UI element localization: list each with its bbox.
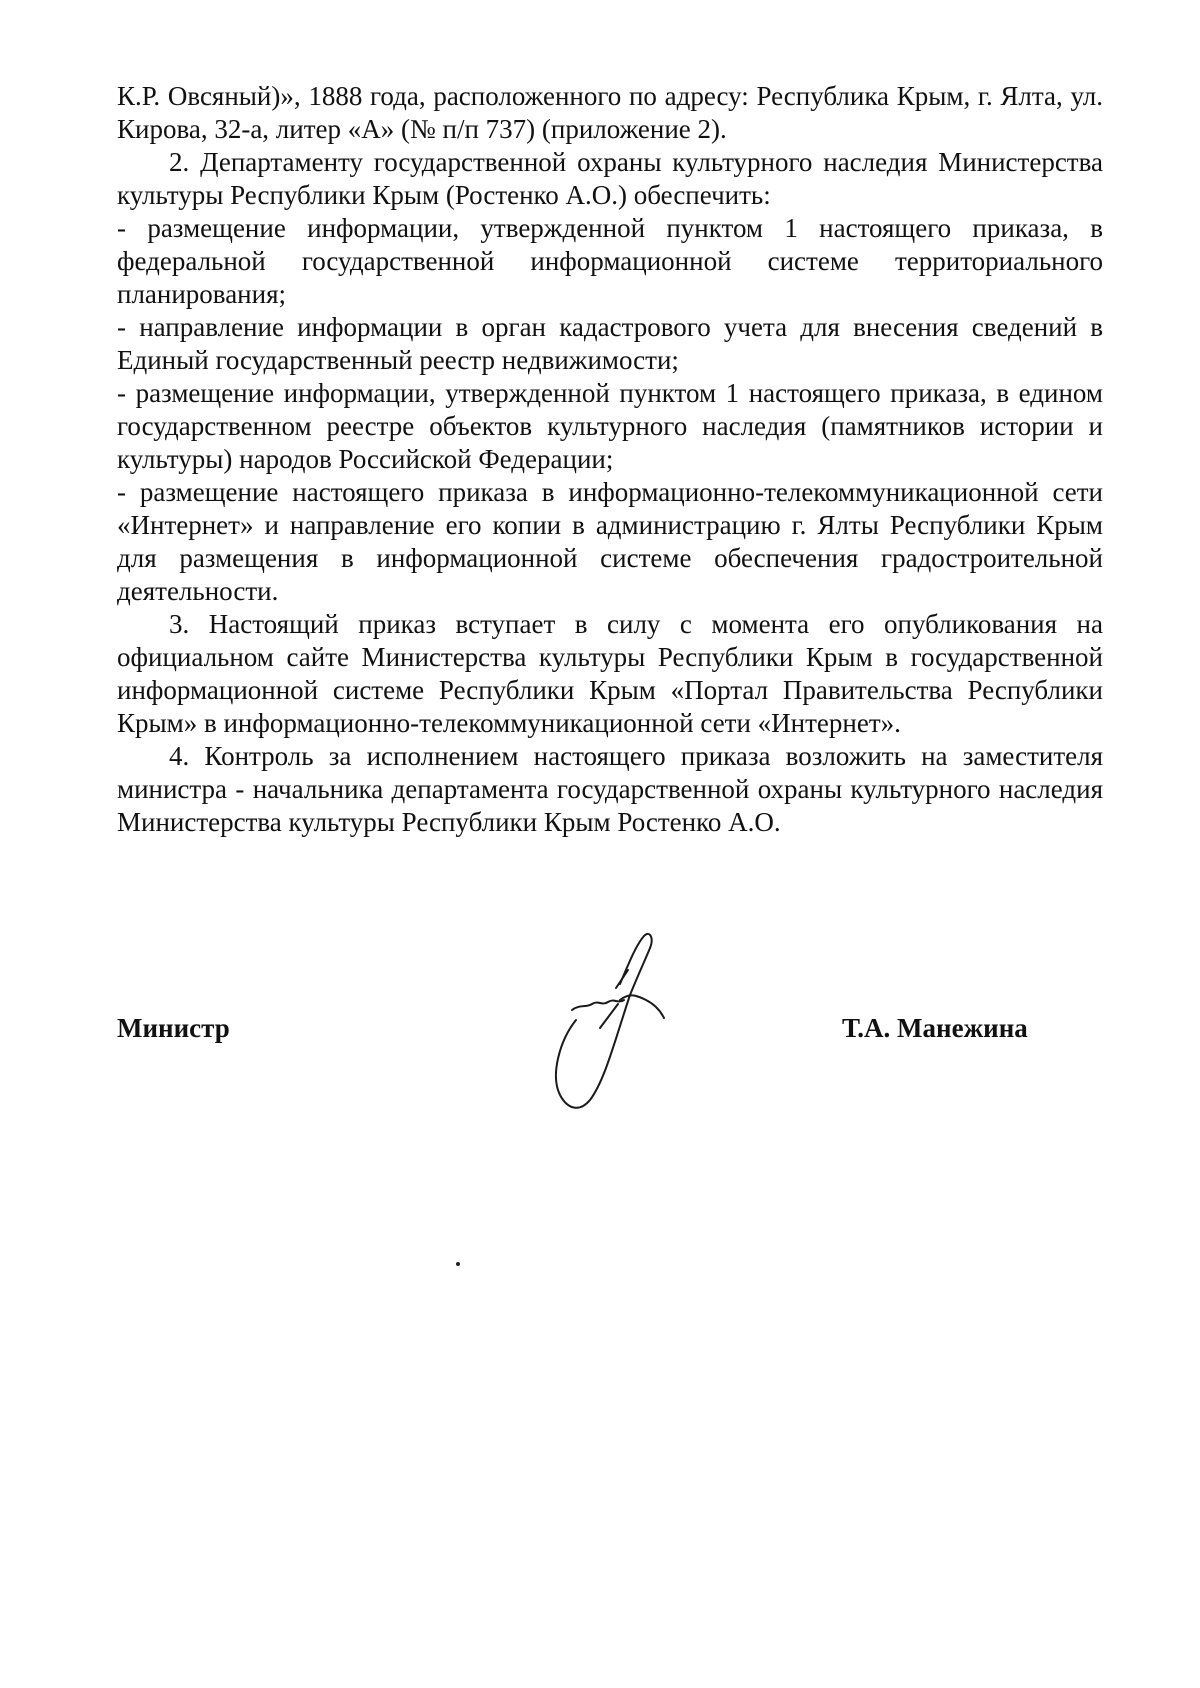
signature-icon xyxy=(520,900,720,1120)
signer-name: Т.А. Манежина xyxy=(842,1013,1028,1043)
paragraph-item-2-bullet-4: - размещение настоящего приказа в информационно-телекоммуникационной сети «Интернет» и направление его копии в администрацию г. Ялты Республики Крым для размещения в информационной системе обеспечения градостроительной деятельности. xyxy=(117,477,1103,606)
paragraph-item-2-bullet-1: - размещение информации, утвержденной пунктом 1 настоящего приказа, в федеральной государственной информационной системе территориального планирования; xyxy=(117,213,1103,309)
scan-speck xyxy=(456,1262,460,1266)
paragraph-item-3: 3. Настоящий приказ вступает в силу с момента его опубликования на официальном сайте Министерства культуры Республики Крым в государственной информационной системе Республики Крым «Портал Правительства Республики Крым» в информационно-телекоммуникационной сети «Интернет». xyxy=(117,609,1103,738)
paragraph-item-2-bullet-3: - размещение информации, утвержденной пунктом 1 настоящего приказа, в едином государственном реестре объектов культурного наследия (памятников истории и культуры) народов Российской Федерации; xyxy=(117,378,1103,474)
position-title: Министр xyxy=(117,1013,230,1043)
paragraph-item-2-bullet-2: - направление информации в орган кадастрового учета для внесения сведений в Единый государственный реестр недвижимости; xyxy=(117,312,1103,375)
paragraph-item-2: 2. Департаменту государственной охраны культурного наследия Министерства культуры Республики Крым (Ростенко А.О.) обеспечить: xyxy=(117,147,1103,210)
paragraph-continuation: К.Р. Овсяный)», 1888 года, расположенного по адресу: Республика Крым, г. Ялта, ул. Кирова, 32-а, литер «А» (№ п/п 737) (приложение 2). xyxy=(117,81,1103,144)
paragraph-item-4: 4. Контроль за исполнением настоящего приказа возложить на заместителя министра - начальника департамента государственной охраны культурного наследия Министерства культуры Республики Крым Ростенко А.О. xyxy=(117,741,1103,837)
